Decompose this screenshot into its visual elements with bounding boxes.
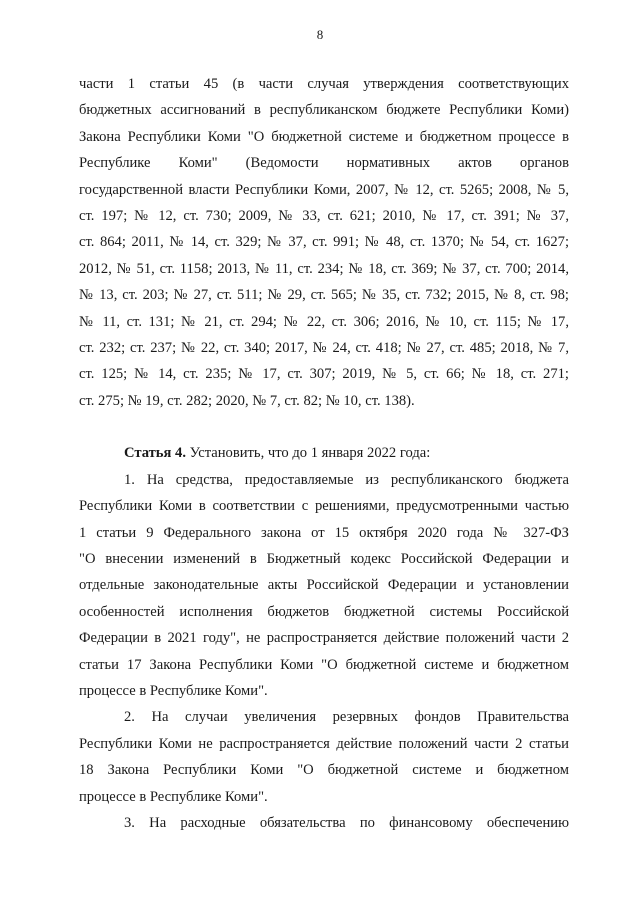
text-line: процессе в Республике Коми". bbox=[79, 682, 268, 699]
text-line: № 13, ст. 203; № 27, ст. 511; № 29, ст. 565; № 35, ст. 732; 2015, № 8, ст. 98; bbox=[79, 287, 569, 304]
article-4-heading-text: Установить, что до 1 января 2022 года: bbox=[186, 445, 431, 462]
text-line: части 1 статьи 45 (в части случая утверждения соответствующих bbox=[79, 76, 569, 92]
text-line: Республики Коми в соответствии с решениями, предусмотренными частью bbox=[79, 498, 569, 515]
text-line: 2012, № 51, ст. 1158; 2013, № 11, ст. 234; № 18, ст. 369; № 37, ст. 700; 2014, bbox=[79, 260, 569, 277]
text-line: № 11, ст. 131; № 21, ст. 294; № 22, ст. 306; 2016, № 10, ст. 115; № 17, bbox=[79, 313, 569, 330]
text-line: бюджетных ассигнований в республиканском бюджете Республики Коми) bbox=[79, 102, 569, 119]
text-line: 18 Закона Республики Коми "О бюджетной системе и бюджетном bbox=[79, 762, 569, 779]
page-number: 8 bbox=[316, 27, 324, 42]
text-line: "О внесении изменений в Бюджетный кодекс Российской Федерации и bbox=[79, 550, 569, 567]
text-line: 1 статьи 9 Федерального закона от 15 октября 2020 года № 327-ФЗ bbox=[79, 524, 569, 541]
text-line: 1. На средства, предоставляемые из республиканского бюджета bbox=[124, 471, 569, 488]
text-line: ст. 197; № 12, ст. 730; 2009, № 33, ст. 621; 2010, № 17, ст. 391; № 37, bbox=[79, 208, 569, 225]
article-4-item-3 bbox=[79, 810, 569, 836]
text-line: 2. На случаи увеличения резервных фондов Правительства bbox=[124, 709, 569, 726]
text-line: Республике Коми" (Ведомости нормативных актов органов bbox=[79, 155, 569, 172]
text-line: государственной власти Республики Коми, 2007, № 12, ст. 5265; 2008, № 5, bbox=[79, 181, 569, 198]
text-line: отдельные законодательные акты Российской Федерации и установлении bbox=[79, 577, 569, 594]
text-line: ст. 125; № 14, ст. 235; № 17, ст. 307; 2019, № 5, ст. 66; № 18, ст. 271; bbox=[79, 366, 569, 383]
text-line: Закона Республики Коми "О бюджетной системе и бюджетном процессе в bbox=[79, 128, 569, 145]
text-line: процессе в Республике Коми". bbox=[79, 788, 268, 805]
document-body bbox=[79, 71, 569, 836]
article-4-label: Статья 4. bbox=[124, 445, 186, 462]
text-line: ст. 864; 2011, № 14, ст. 329; № 37, ст. 991; № 48, ст. 1370; № 54, ст. 1627; bbox=[79, 234, 569, 251]
paragraph-spacer bbox=[79, 414, 569, 440]
text-line: 3. На расходные обязательства по финансовому обеспечению bbox=[124, 814, 569, 831]
article-4-item-2 bbox=[79, 704, 569, 810]
text-line: Федерации в 2021 году", не распространяется действие положений части 2 bbox=[79, 630, 569, 647]
text-line: ст. 275; № 19, ст. 282; 2020, № 7, ст. 82; № 10, ст. 138). bbox=[79, 392, 415, 409]
article-4-item-1 bbox=[79, 467, 569, 705]
text-line: Республики Коми не распространяется действие положений части 2 статьи bbox=[79, 735, 569, 752]
text-line: особенностей исполнения бюджетов бюджетной системы Российской bbox=[79, 603, 569, 620]
text-line: ст. 232; ст. 237; № 22, ст. 340; 2017, № 24, ст. 418; № 27, ст. 485; 2018, № 7, bbox=[79, 340, 569, 357]
text-line: статьи 17 Закона Республики Коми "О бюджетной системе и бюджетном bbox=[79, 656, 569, 673]
article-4-heading bbox=[79, 440, 569, 466]
paragraph-law-reference bbox=[79, 71, 569, 414]
